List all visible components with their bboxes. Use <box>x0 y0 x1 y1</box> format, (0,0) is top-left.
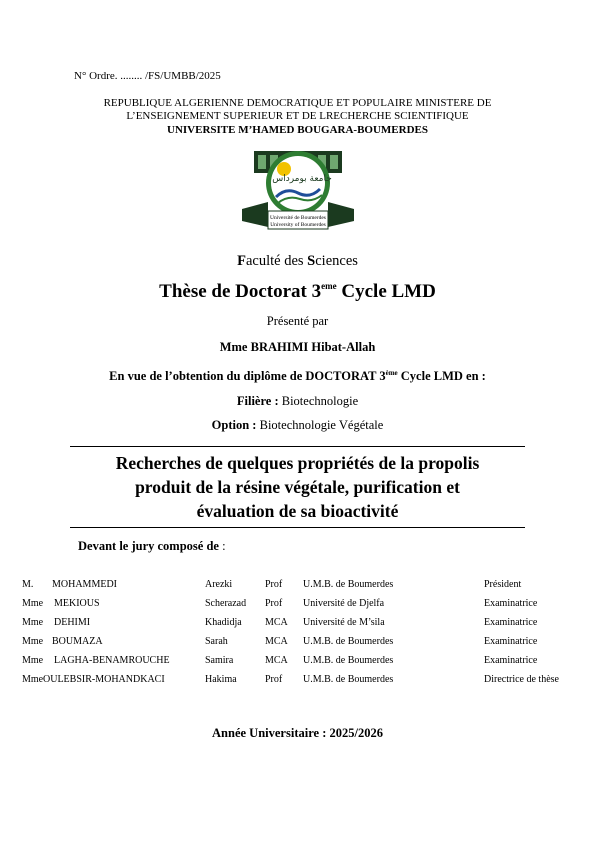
jury-title: Mme <box>22 655 44 666</box>
jury-institution: Université de Djelfa <box>303 598 385 609</box>
thesis-title <box>70 451 525 523</box>
faculty-initial-s: S <box>307 253 316 269</box>
jury-firstname: Samira <box>205 655 234 666</box>
jury-intro <box>78 539 226 554</box>
jury-firstname: Khadidja <box>205 617 242 628</box>
jury-row <box>0 655 595 674</box>
degree-line-sup: ème <box>385 369 398 377</box>
jury-grade: Prof <box>265 674 283 685</box>
thesis-title-line: produit de la résine végétale, purification et <box>135 477 460 497</box>
degree-line <box>0 369 595 384</box>
jury-grade: MCA <box>265 636 288 647</box>
jury-row <box>0 674 595 693</box>
title-bottom-rule <box>70 527 525 528</box>
jury-name: MEKIOUS <box>54 598 100 609</box>
jury-intro-rest: : <box>218 539 226 553</box>
jury-institution: U.M.B. de Boumerdes <box>303 636 394 647</box>
jury-intro-bold: Devant le jury composé de <box>78 539 219 553</box>
faculty-rest: ciences <box>315 253 358 269</box>
jury-title: Mme <box>22 636 44 647</box>
filiere-value: Biotechnologie <box>278 394 359 408</box>
jury-role: Examinatrice <box>484 655 538 666</box>
jury-row <box>0 579 595 598</box>
jury-name: OULEBSIR-MOHANDKACI <box>43 674 165 685</box>
thesis-type-sup: eme <box>321 281 337 291</box>
jury-grade: Prof <box>265 598 283 609</box>
header-line-2: L’ENSEIGNEMENT SUPERIEUR ET DE LRECHERCHE SCIENTIFIQUE <box>126 110 469 122</box>
thesis-title-line: évaluation de sa bioactivité <box>196 501 399 521</box>
academic-year: Année Universitaire : 2025/2026 <box>212 726 383 740</box>
logo-caption-fr: Université de Boumerdes <box>270 215 326 221</box>
header-line-1: REPUBLIQUE ALGERIENNE DEMOCRATIQUE ET POPULAIRE MINISTERE DE <box>103 97 492 109</box>
faculty-mid: aculté des <box>245 253 308 269</box>
logo-caption-en: University of Boumerdes <box>270 222 326 228</box>
option-label: Option : <box>211 418 257 432</box>
jury-role: Examinatrice <box>484 636 538 647</box>
jury-grade: MCA <box>265 617 288 628</box>
faculty-name <box>0 253 595 270</box>
presented-by: Présenté par <box>266 314 329 328</box>
degree-line-post: Cycle LMD en : <box>397 369 486 383</box>
jury-grade: Prof <box>265 579 283 590</box>
jury-title: Mme <box>22 617 44 628</box>
jury-firstname: Arezki <box>205 579 233 590</box>
order-number: N° Ordre. ........ /FS/UMBB/2025 <box>74 70 221 82</box>
jury-institution: U.M.B. de Boumerdes <box>303 674 394 685</box>
jury-grade: MCA <box>265 655 288 666</box>
option-value: Biotechnologie Végétale <box>256 418 384 432</box>
jury-row <box>0 598 595 617</box>
option <box>0 418 595 433</box>
jury-row <box>0 636 595 655</box>
jury-row <box>0 617 595 636</box>
jury-institution: Université de M’sila <box>303 617 385 628</box>
jury-name: LAGHA-BENAMROUCHE <box>54 655 170 666</box>
jury-name: MOHAMMEDI <box>52 579 117 590</box>
logo-arabic-text: جامعة بومرداس <box>272 174 332 184</box>
university-name: UNIVERSITE M’HAMED BOUGARA-BOUMERDES <box>167 124 428 136</box>
thesis-type-pre: Thèse de Doctorat 3 <box>159 281 322 302</box>
degree-line-pre: En vue de l’obtention du diplôme de DOCTORAT 3 <box>109 369 386 383</box>
thesis-type <box>0 281 595 303</box>
jury-name: BOUMAZA <box>52 636 103 647</box>
jury-role: Directrice de thèse <box>484 674 559 685</box>
jury-firstname: Hakima <box>205 674 237 685</box>
thesis-type-post: Cycle LMD <box>336 281 436 302</box>
jury-institution: U.M.B. de Boumerdes <box>303 655 394 666</box>
author-name: Mme BRAHIMI Hibat-Allah <box>219 340 376 354</box>
jury-title: Mme <box>22 674 44 685</box>
filiere <box>0 394 595 409</box>
faculty-initial-f: F <box>237 253 246 269</box>
title-top-rule <box>70 446 525 447</box>
jury-role: Examinatrice <box>484 598 538 609</box>
university-logo <box>240 147 356 233</box>
jury-firstname: Sarah <box>205 636 228 647</box>
thesis-title-line: Recherches de quelques propriétés de la propolis <box>115 453 480 473</box>
jury-title: Mme <box>22 598 44 609</box>
jury-title: M. <box>22 579 34 590</box>
filiere-label: Filière : <box>236 394 279 408</box>
jury-firstname: Scherazad <box>205 598 247 609</box>
jury-role: Examinatrice <box>484 617 538 628</box>
jury-institution: U.M.B. de Boumerdes <box>303 579 394 590</box>
jury-name: DEHIMI <box>54 617 91 628</box>
jury-role: Président <box>484 579 522 590</box>
